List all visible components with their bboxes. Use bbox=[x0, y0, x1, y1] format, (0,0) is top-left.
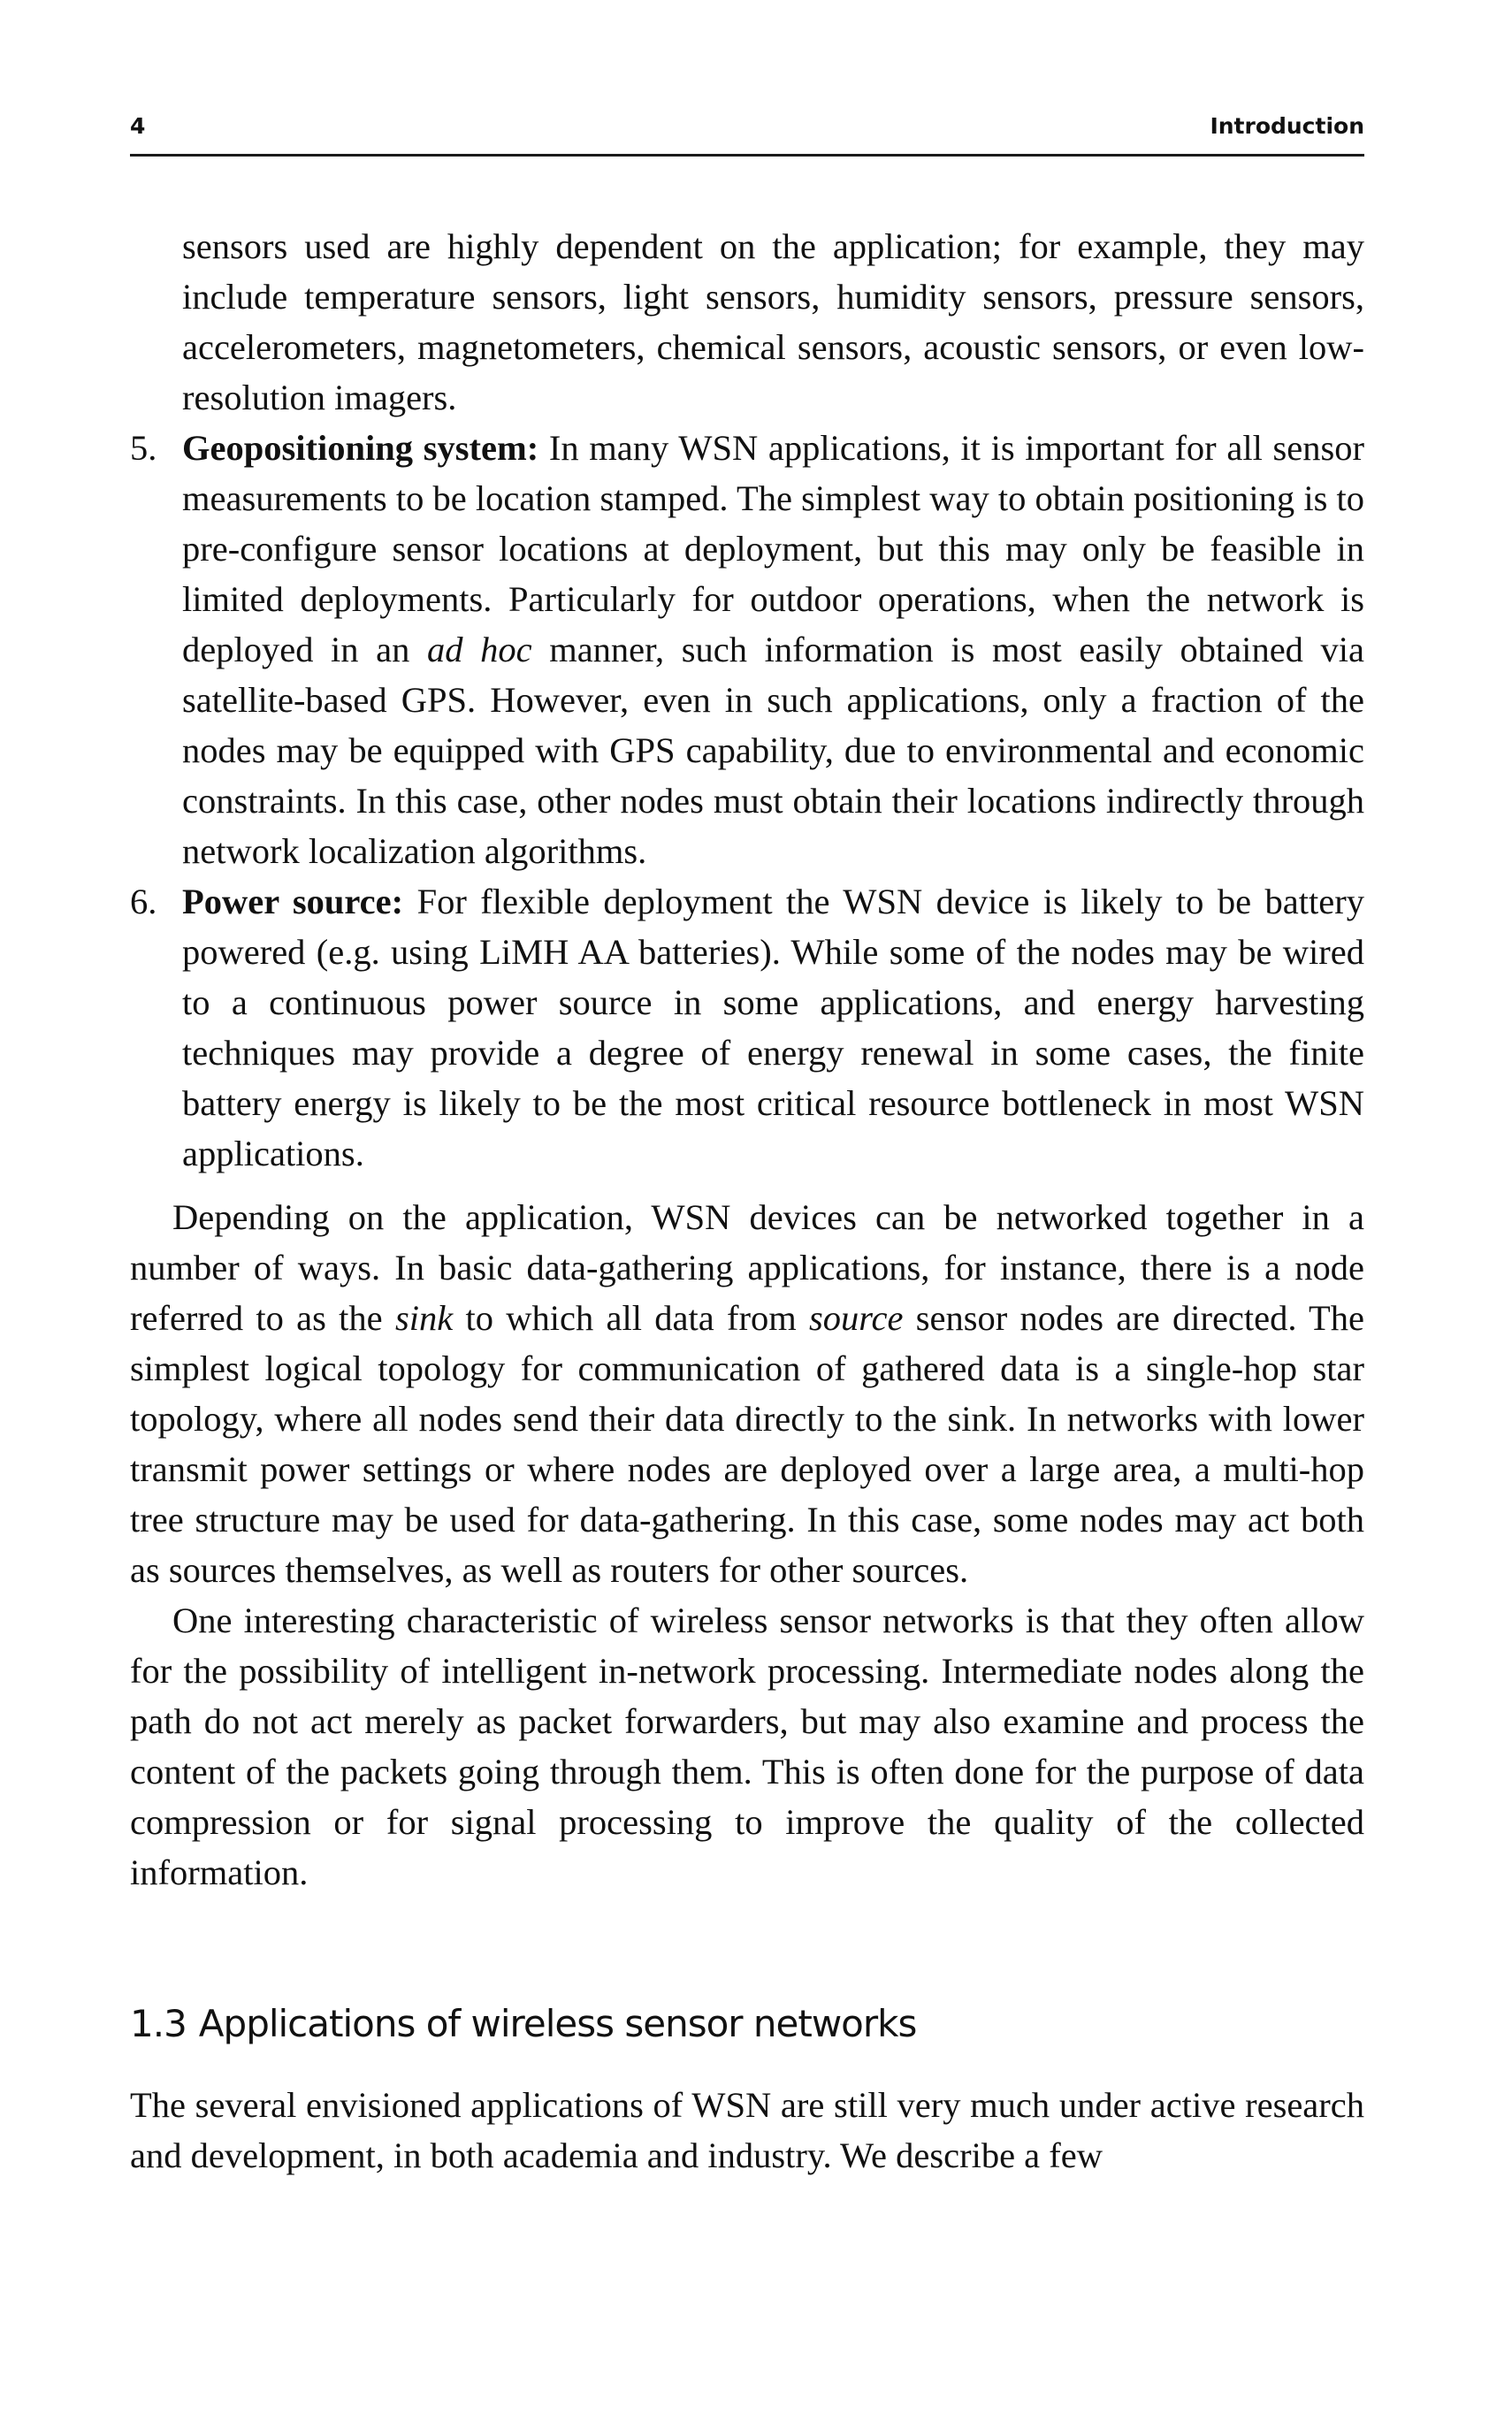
section-number: 1.3 bbox=[130, 2002, 187, 2045]
list-item-number: 6. bbox=[130, 882, 157, 921]
paragraph-section-intro: The several envisioned applications of WSN are still very much under active research and development, in both academia and industry. We describe a few bbox=[130, 2084, 1364, 2175]
emphasis-ad-hoc: ad hoc bbox=[427, 630, 532, 669]
paragraph-text: sensor nodes are directed. The simplest logical topology for communication of gathered data is a single-hop star topology, where all nodes send their data directly to the sink. In networks with lower transmit power settings or where nodes are deployed over a large area, a multi-hop tree structure may be used for data-gathering. In this case, some nodes may act both as sources themselves, as well as routers for other sources. bbox=[130, 1298, 1365, 1590]
page-number: 4 bbox=[130, 113, 146, 139]
section-title: Applications of wireless sensor networks bbox=[198, 2002, 917, 2045]
list-item-text: In many WSN applications, it is important for all sensor measurements to be location stamped. The simplest way to obtain positioning is to pre-configure sensor locations at deployment, but this may only be feasible in limited deployments. Particularly for outdoor operations, when the network is deployed in an bbox=[182, 428, 1365, 669]
paragraph-text: Depending on the application, WSN devices can be networked together in a number of ways. In basic data-gathering applications, for instance, there is a node referred to as the bbox=[130, 1197, 1364, 1338]
list-item-continuation: sensors used are highly dependent on the application; for example, they may include temperature sensors, light sensors, humidity sensors, pressure sensors, accelerometers, magnetometers, chemical sensors, acoustic sensors, or even low-resolution imagers. bbox=[182, 226, 1364, 417]
paragraph-topology bbox=[130, 1192, 1364, 1595]
list-item-text: For flexible deployment the WSN device is likely to be battery powered (e.g. using LiMH AA batteries). While some of the nodes may be wired to a continuous power source in some applications, and energy harvesting techniques may provide a degree of energy renewal in some cases, the finite battery energy is likely to be the most critical resource bottleneck in most WSN applications. bbox=[182, 882, 1364, 1173]
body-text bbox=[130, 221, 1364, 2181]
emphasis-sink: sink bbox=[394, 1298, 454, 1338]
paragraph-text: to which all data from bbox=[453, 1298, 809, 1338]
paragraph-in-network-processing: One interesting characteristic of wireless sensor networks is that they often allow for the possibility of intelligent in-network processing. Intermediate nodes along the path do not act merely as packet forwarders, but may also examine and process the content of the packets going through them. This is often done for the purpose of data compression or for signal processing to improve the quality of the collected information. bbox=[130, 1600, 1364, 1892]
list-item-term: Geopositioning system: bbox=[182, 428, 539, 468]
running-head-section: Introduction bbox=[1210, 113, 1364, 139]
list-item-geopositioning bbox=[130, 423, 1364, 876]
section-heading bbox=[130, 1998, 1364, 2049]
list-item-number: 5. bbox=[130, 428, 157, 468]
running-head bbox=[130, 108, 1364, 157]
list-item-power-source bbox=[130, 876, 1364, 1179]
networking-paragraphs bbox=[130, 1192, 1364, 1898]
list-item-text: manner, such information is most easily obtained via satellite-based GPS. However, even in such applications, only a fraction of the nodes may be equipped with GPS capability, due to environmental and economic constraints. In this case, other nodes must obtain their locations indirectly through network localization algorithms. bbox=[182, 630, 1364, 871]
emphasis-source: source bbox=[808, 1298, 904, 1338]
list-item-term: Power source: bbox=[182, 882, 404, 921]
component-list bbox=[130, 221, 1364, 1179]
